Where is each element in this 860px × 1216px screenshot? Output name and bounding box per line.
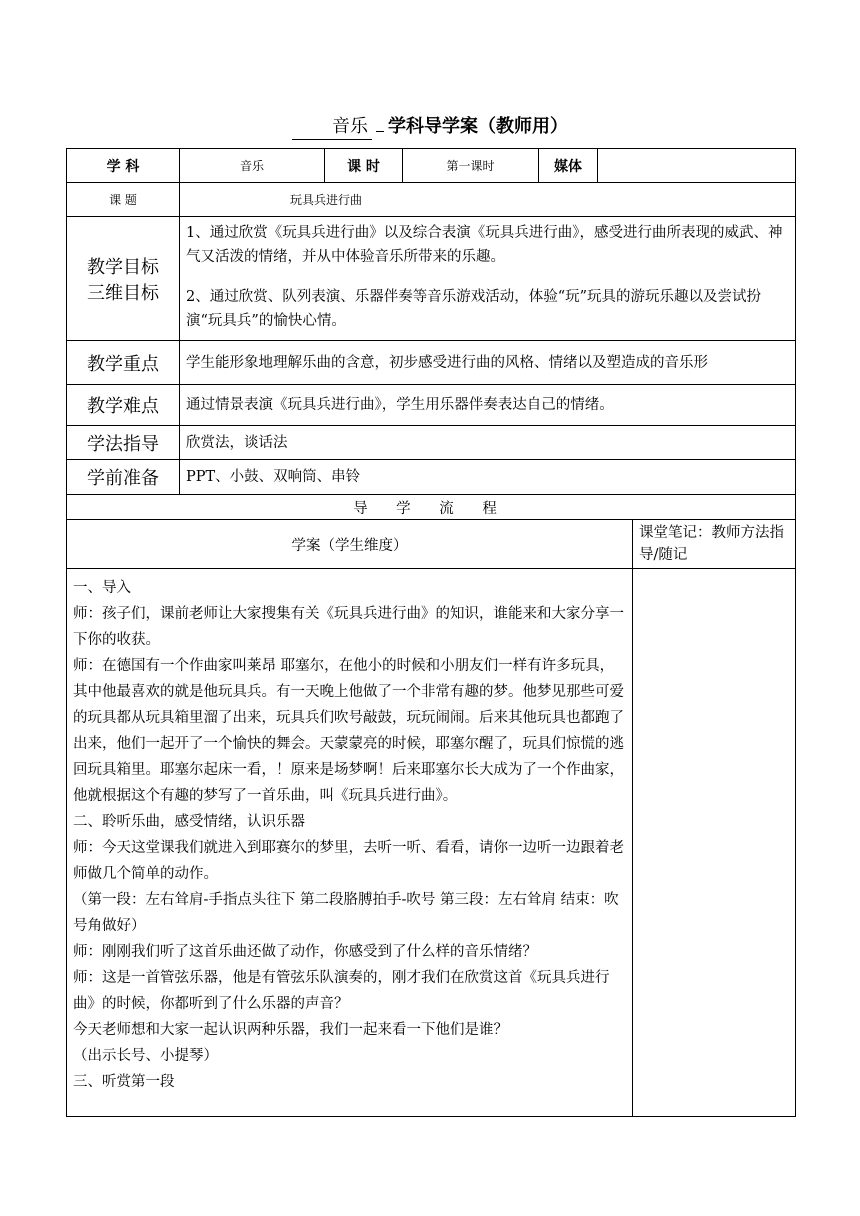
page-title <box>0 112 860 140</box>
objectives-row <box>67 217 796 341</box>
flow-title-row <box>67 495 796 520</box>
preparation-row <box>67 460 796 495</box>
title-underline-tail <box>376 130 384 132</box>
difficulties-label: 教学难点 <box>67 385 180 426</box>
method-value: 欣赏法，谈话法 <box>180 426 796 460</box>
lesson-line: 二、聆听乐曲，感受情绪，认识乐器 <box>73 814 305 830</box>
preparation-value: PPT、小鼓、双响筒、串铃 <box>180 460 796 495</box>
title-suffix: 学科导学案（教师用） <box>388 116 568 137</box>
objectives-content <box>180 217 796 341</box>
teacher-notes-cell <box>633 569 796 1117</box>
subject-value: 音乐 <box>180 149 325 183</box>
subject-label: 学 科 <box>67 149 180 183</box>
flow-title: 导 学 流 程 <box>67 495 796 520</box>
method-row <box>67 426 796 460</box>
preparation-label: 学前准备 <box>67 460 180 495</box>
period-label: 课 时 <box>325 149 403 183</box>
objectives-label <box>67 217 180 341</box>
difficulties-value: 通过情景表演《玩具兵进行曲》，学生用乐器伴奏表达自己的情绪。 <box>180 385 796 426</box>
media-label: 媒体 <box>539 149 598 183</box>
period-value: 第一课时 <box>403 149 539 183</box>
lesson-line: 师：刚刚我们听了这首乐曲还做了动作，你感受到了什么样的音乐情绪？ <box>73 944 537 960</box>
student-column-header: 学案（学生维度） <box>67 520 633 569</box>
difficulties-row <box>67 385 796 426</box>
lesson-line: 一、导入 <box>73 580 131 596</box>
topic-row <box>67 183 796 217</box>
lesson-content <box>67 569 633 1117</box>
objectives-label-line1: 教学目标 <box>87 256 159 278</box>
objective-item-2: 2、通过欣赏、队列表演、乐器伴奏等音乐游戏活动，体验“玩”玩具的游玩乐趣以及尝试扮演“玩具兵”的愉快心情。 <box>186 289 762 329</box>
title-subject: 音乐 <box>292 112 372 140</box>
objectives-label-line2: 三维目标 <box>87 282 159 304</box>
key-points-label: 教学重点 <box>67 341 180 385</box>
topic-value: 玩具兵进行曲 <box>180 183 796 217</box>
lesson-line: 师：今天这堂课我们就进入到耶赛尔的梦里，去听一听、看看，请你一边听一边跟着老师做几个简单的动作。 <box>73 840 624 882</box>
flow-header-row <box>67 520 796 569</box>
objective-item-1: 1、通过欣赏《玩具兵进行曲》以及综合表演《玩具兵进行曲》，感受进行曲所表现的威武、神气又活泼的情绪，并从中体验音乐所带来的乐趣。 <box>186 225 783 265</box>
lesson-content-row <box>67 569 796 1117</box>
lesson-line: 师：在德国有一个作曲家叫莱昂 耶塞尔，在他小的时候和小朋友们一样有许多玩具，其中他最喜欢的就是他玩具兵。有一天晚上他做了一个非常有趣的梦。他梦见那些可爱的玩具都从玩具箱里溜了出来，玩具兵们吹号敲鼓，玩玩闹闹。后来其他玩具也都跑了出来，他们一起开了一个愉快的舞会。天蒙蒙亮的时候，耶塞尔醒了，玩具们惊慌的逃回玩具箱里。耶塞尔起床一看，！原来是场梦啊！后来耶塞尔长大成为了一个作曲家，他就根据这个有趣的梦写了一首乐曲，叫《玩具兵进行曲》。 <box>73 658 624 804</box>
key-points-row <box>67 341 796 385</box>
lesson-line: （第一段：左右耸肩-手指点头往下 第二段胳膊拍手-吹号 第三段：左右耸肩 结束：吹号角做好） <box>73 892 619 934</box>
lesson-line: 师：孩子们，课前老师让大家搜集有关《玩具兵进行曲》的知识，谁能来和大家分享一下你的收获。 <box>73 606 624 648</box>
lesson-plan-table <box>66 148 796 1117</box>
notes-column-header: 课堂笔记：教师方法指导/随记 <box>633 520 796 569</box>
key-points-value: 学生能形象地理解乐曲的含意，初步感受进行曲的风格、情绪以及塑造成的音乐形 <box>180 341 796 385</box>
topic-label: 课 题 <box>67 183 180 217</box>
lesson-line: （出示长号、小提琴） <box>73 1048 218 1064</box>
method-label: 学法指导 <box>67 426 180 460</box>
lesson-line: 三、听赏第一段 <box>73 1074 175 1090</box>
lesson-line: 师：这是一首管弦乐器，他是有管弦乐队演奏的，刚才我们在欣赏这首《玩具兵进行曲》的时候，你都听到了什么乐器的声音？ <box>73 970 610 1012</box>
lesson-line: 今天老师想和大家一起认识两种乐器，我们一起来看一下他们是谁？ <box>73 1022 508 1038</box>
info-row <box>67 149 796 183</box>
media-value <box>598 149 796 183</box>
